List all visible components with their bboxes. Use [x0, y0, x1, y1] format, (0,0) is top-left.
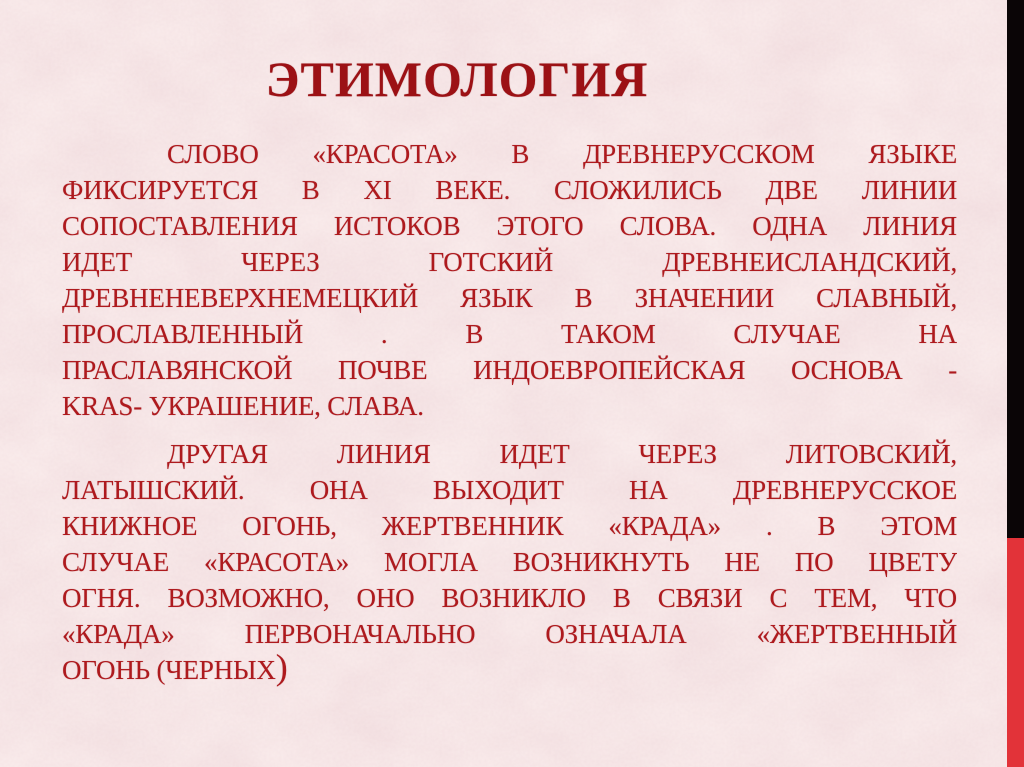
text-line: ЛАТЫШСКИЙ. ОНА ВЫХОДИТ НА ДРЕВНЕРУССКОЕ	[62, 475, 957, 505]
right-edge-red-strip	[1007, 538, 1024, 767]
slide-content	[62, 0, 957, 688]
paragraph-1	[62, 136, 957, 424]
slide-body	[62, 136, 957, 688]
text-line: КНИЖНОЕ ОГОНЬ, ЖЕРТВЕННИК «КРАДА» . В ЭТОМ	[62, 511, 957, 541]
text-line: KRAS- УКРАШЕНИЕ, СЛАВА.	[62, 391, 424, 421]
paragraph-2	[62, 436, 957, 688]
text-line: ПРАСЛАВЯНСКОЙ ПОЧВЕ ИНДОЕВРОПЕЙСКАЯ ОСНОВА -	[62, 355, 957, 385]
text-line: ФИКСИРУЕТСЯ В XI ВЕКЕ. СЛОЖИЛИСЬ ДВЕ ЛИНИИ	[62, 175, 957, 205]
text-line-fragment: ОГОНЬ (ЧЕРНЫХ	[62, 655, 276, 685]
text-line: ДРУГАЯ ЛИНИЯ ИДЕТ ЧЕРЕЗ ЛИТОВСКИЙ,	[167, 439, 957, 469]
text-line: СОПОСТАВЛЕНИЯ ИСТОКОВ ЭТОГО СЛОВА. ОДНА ЛИНИЯ	[62, 211, 957, 241]
closing-parenthesis: )	[275, 647, 288, 687]
right-edge-black-strip	[1007, 0, 1024, 538]
text-line: СЛУЧАЕ «КРАСОТА» МОГЛА ВОЗНИКНУТЬ НЕ ПО ЦВЕТУ	[62, 547, 957, 577]
text-line: ИДЕТ ЧЕРЕЗ ГОТСКИЙ ДРЕВНЕИСЛАНДСКИЙ,	[62, 247, 957, 277]
text-line	[62, 647, 957, 688]
text-line: ОГНЯ. ВОЗМОЖНО, ОНО ВОЗНИКЛО В СВЯЗИ С ТЕМ, ЧТО	[62, 583, 957, 613]
text-line: ДРЕВНЕНЕВЕРХНЕМЕЦКИЙ ЯЗЫК В ЗНАЧЕНИИ СЛАВНЫЙ,	[62, 283, 957, 313]
text-line: «КРАДА» ПЕРВОНАЧАЛЬНО ОЗНАЧАЛА «ЖЕРТВЕННЫЙ	[62, 619, 957, 649]
text-line: СЛОВО «КРАСОТА» В ДРЕВНЕРУССКОМ ЯЗЫКЕ	[167, 139, 957, 169]
text-line: ПРОСЛАВЛЕННЫЙ . В ТАКОМ СЛУЧАЕ НА	[62, 319, 957, 349]
slide-title: ЭТИМОЛОГИЯ	[265, 51, 649, 107]
